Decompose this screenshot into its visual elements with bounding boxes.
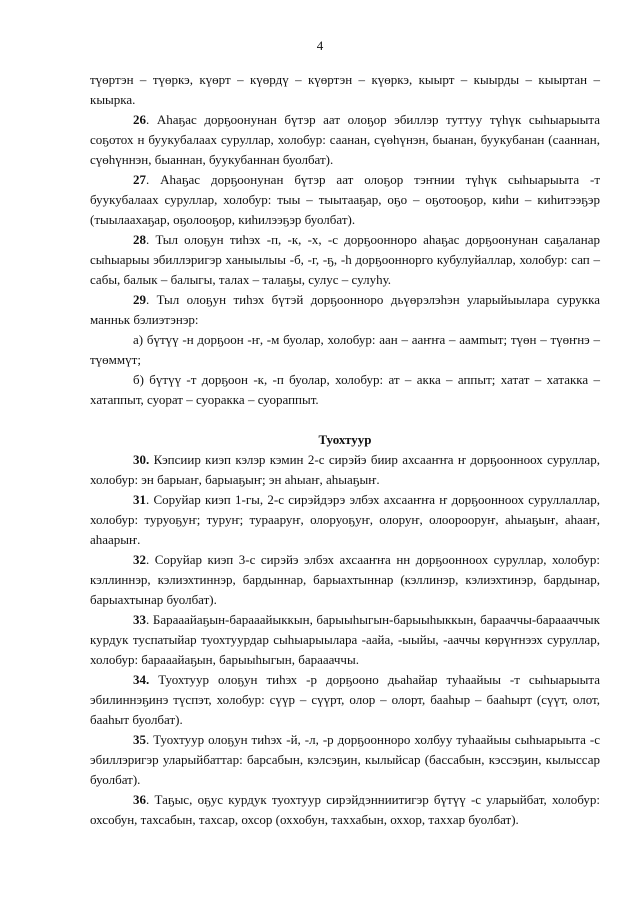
paragraph-30: 30. Кэпсиир киэп кэлэр кэмин 2-с сирэйэ биир ахсааҥҥа ҥ дорҕоонноох суруллар, холобур: эн барыаҥ, барыаҕыҥ; эн аһыаҥ, аһыаҕыҥ.	[90, 452, 600, 487]
paragraph-31: 31. Соруйар киэп 1-гы, 2-с сирэйдэрэ элбэх ахсааҥҥа ҥ дорҕоонноох суруллаллар, холобур: туруоҕуҥ; туруҥ; турааруҥ, олоруоҕуҥ, олоруҥ, олоорооруҥ, аһыаҕыҥ, аһааҥ, аһаарыҥ.	[90, 492, 600, 547]
page-number: 4	[316, 38, 324, 53]
document-body	[90, 70, 600, 830]
paragraph-34: 34. Туохтуур олоҕун тиһэх -р дорҕооно дьаһайар туһаайыы -т сыһыарыыта эбилиннэҕинэ түспэт, холобур: сүүр – сүүрт, олор – олорт, бааһыр – бааһырт (сүүт, олот, бааһыт буолбат).	[90, 672, 600, 727]
paragraph-32: 32. Соруйар киэп 3-с сирэйэ элбэх ахсааҥҥа нн дорҕоонноох суруллар, холобур: кэллиннэр, кэлиэхтиннэр, бардыннар, барыахтыннар (кэллинэр, кэлиэхтинэр, бардынар, барыахтынар буолбат).	[90, 552, 600, 607]
paragraph-35: 35. Туохтуур олоҕун тиһэх -й, -л, -р дорҕооннорo холбуу туһаайыы сыһыарыыта -с эбиллэригэр уларыйбаттар: барсабын, кэлсэҕин, кылыйсар (бассабын, кэсcэҕин, кылыссар буолбат).	[90, 732, 600, 787]
paragraph-29b: б) бүтүү -т дорҕоон -к, -п буолар, холобур: ат – акка – аппыт; хатат – хатакка – хатаппыт, суорат – суоракка – суораппыт.	[90, 372, 600, 407]
section-heading: Туохтуур	[318, 432, 372, 447]
paragraph-27: 27. Аһаҕас дорҕоонунан бүтэр аат олоҕор тэҥнии түһүк сыһыарыыта -т буукубалаах суруллар, холобур: тыы – тыытааҕар, оҕо – оҕотооҕор, киһи – киһитээҕэр (тыылаахаҕар, оҕолооҕор, киһилээҕэр буолбат).	[90, 172, 600, 227]
paragraph-26: 26. Аһаҕас дорҕоонунан бүтэр аат олоҕор эбиллэр туттуу түһүк сыһыарыыта соҕотох н буукубалаах суруллар, холобур: саанан, сүөһүнэн, быанан, буукубанан (сааннан, сүөһүннэн, быаннан, буукубаннан буолбат).	[90, 112, 600, 167]
paragraph-36: 36. Таҕыс, оҕус курдук туохтуур сирэйдэнниитигэр бүтүү -с уларыйбат, холобур: охсобун, тахсабын, тахсар, охсор (оххобун, таххабын, оххор, таххар буолбат).	[90, 792, 600, 827]
paragraph-29: 29. Тыл олоҕун тиһэх бүтэй дорҕооннорo дьүөрэлэһэн уларыйыылара сурукка манньк бэлиэтэнэр:	[90, 292, 600, 327]
paragraph-29a: а) бүтүү -н дорҕоон -ҥ, -м буолар, холобур: аан – ааҥҥа – аамmыт; түөн – түөҥнэ – түөммүт;	[90, 332, 600, 367]
paragraph-28: 28. Тыл олоҕун тиһэх -п, -к, -х, -с дорҕоонноро аһаҕас дорҕоонунан саҕаланар сыһыарыы эбиллэригэр ханыылыы -б, -г, -ҕ, -һ дорҕооннорго кубулуйаллар, холобур: сап – сабы, балык – балыгы, талах – талаҕы, сулус – сулуһу.	[90, 232, 600, 287]
paragraph-33: 33. Барааайаҕын-барааайыккын, барыыhыгын-барыыhыккын, барааччы-бараааччык курдук туспатыйар туохтуурдар сыһыарыылара -аайа, -ыыйы, -ааччы көрүҥнээх суруллар, холобур: барааайаҕын, барыыhыгын, бараааччы.	[90, 612, 600, 667]
paragraph-continuation: түөртэн – түөркэ, күөрт – күөрдү – күөртэн – күөркэ, кыырт – кыырды – кыыртан – кыырка.	[90, 72, 600, 107]
